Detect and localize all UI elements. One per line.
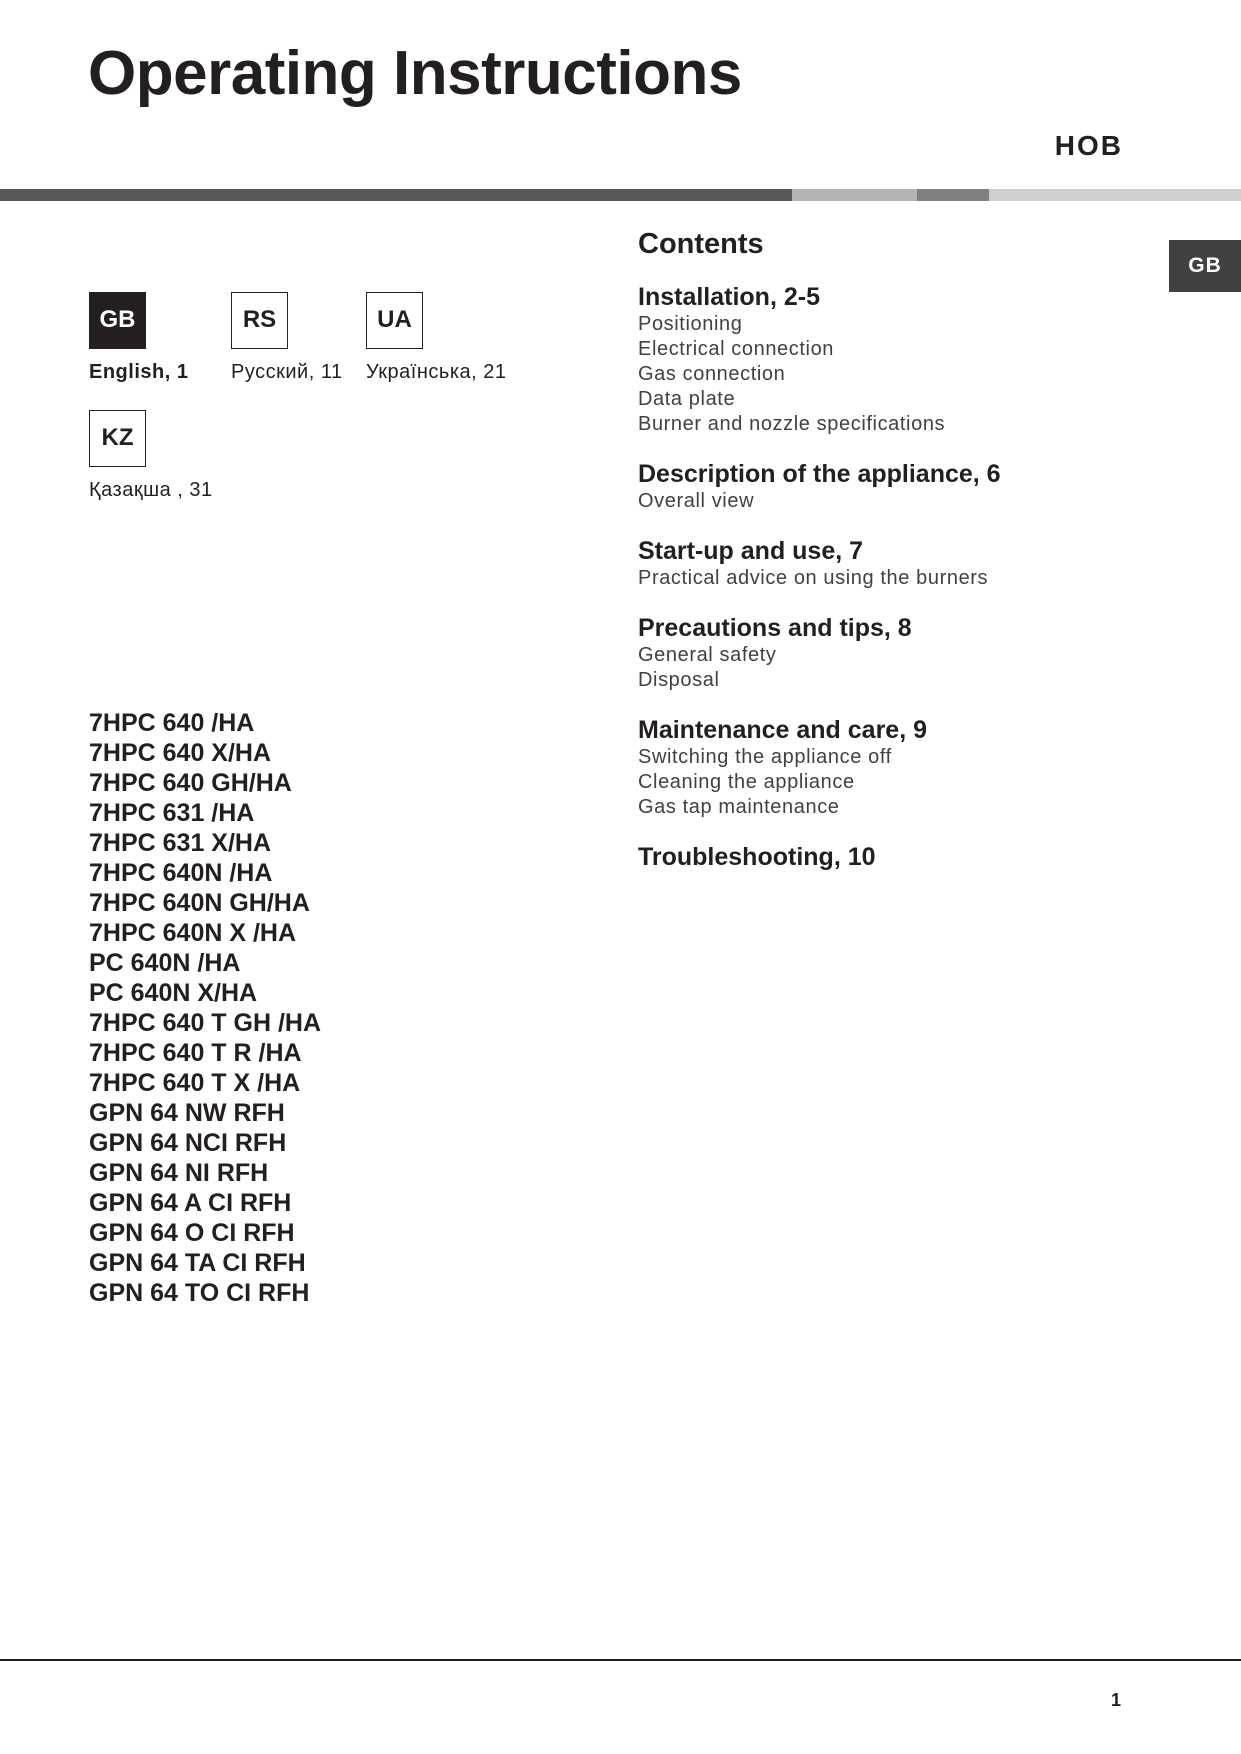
- model-item: 7HPC 640 T R /HA: [89, 1039, 302, 1067]
- language-entry-gb[interactable]: [89, 292, 188, 384]
- toc-item[interactable]: Data plate: [638, 388, 736, 410]
- language-code-box[interactable]: UA: [366, 292, 423, 349]
- toc-section-title[interactable]: Precautions and tips, 8: [638, 614, 912, 642]
- model-item: 7HPC 640 T GH /HA: [89, 1009, 322, 1037]
- header-color-bar: [0, 189, 1241, 201]
- model-item: 7HPC 631 X/HA: [89, 829, 272, 857]
- toc-item[interactable]: Cleaning the appliance: [638, 771, 855, 793]
- language-side-tab: GB: [1169, 240, 1241, 292]
- color-bar-segment: [989, 189, 1241, 201]
- model-item: 7HPC 640 /HA: [89, 709, 255, 737]
- model-item: 7HPC 640N X /HA: [89, 919, 297, 947]
- toc-item[interactable]: Practical advice on using the burners: [638, 567, 989, 589]
- language-label: English, 1: [89, 361, 189, 383]
- toc-section-title[interactable]: Maintenance and care, 9: [638, 716, 928, 744]
- model-item: 7HPC 631 /HA: [89, 799, 255, 827]
- model-item: 7HPC 640 GH/HA: [89, 769, 292, 797]
- model-item: 7HPC 640 T X /HA: [89, 1069, 301, 1097]
- model-list: [89, 708, 321, 1308]
- model-item: GPN 64 NCI RFH: [89, 1129, 287, 1157]
- toc-section-title[interactable]: Troubleshooting, 10: [638, 843, 876, 871]
- model-item: GPN 64 NW RFH: [89, 1099, 285, 1127]
- color-bar-segment: [792, 189, 917, 201]
- model-item: PC 640N X/HA: [89, 979, 258, 1007]
- product-type-label: HOB: [1054, 130, 1123, 161]
- language-label: Українська, 21: [366, 361, 507, 383]
- color-bar-segment: [0, 189, 792, 201]
- model-item: GPN 64 NI RFH: [89, 1159, 269, 1187]
- toc-item[interactable]: Switching the appliance off: [638, 746, 892, 768]
- toc-item[interactable]: Overall view: [638, 490, 755, 512]
- language-code-box[interactable]: RS: [231, 292, 288, 349]
- language-label: Қазақша , 31: [89, 479, 213, 501]
- toc-item[interactable]: Electrical connection: [638, 338, 835, 360]
- table-of-contents: [638, 226, 1158, 894]
- toc-item[interactable]: General safety: [638, 644, 777, 666]
- page-number: 1: [1111, 1690, 1122, 1710]
- language-code-box[interactable]: GB: [89, 292, 146, 349]
- language-label: Русский, 11: [231, 361, 343, 383]
- language-entry-ua[interactable]: [366, 292, 507, 384]
- model-item: GPN 64 O CI RFH: [89, 1219, 295, 1247]
- footer-divider: [0, 1659, 1241, 1661]
- toc-section-precautions: [638, 613, 1158, 693]
- toc-item[interactable]: Gas tap maintenance: [638, 796, 840, 818]
- language-entry-rs[interactable]: [231, 292, 343, 384]
- toc-item[interactable]: Positioning: [638, 313, 743, 335]
- language-code-box[interactable]: KZ: [89, 410, 146, 467]
- page-title: Operating Instructions: [88, 39, 742, 108]
- toc-section-startup: [638, 536, 1158, 591]
- toc-section-installation: [638, 282, 1158, 437]
- contents-heading: Contents: [638, 228, 764, 260]
- toc-section-troubleshooting: [638, 842, 1158, 872]
- toc-section-description: [638, 459, 1158, 514]
- model-item: GPN 64 A CI RFH: [89, 1189, 292, 1217]
- model-item: GPN 64 TA CI RFH: [89, 1249, 306, 1277]
- model-item: 7HPC 640 X/HA: [89, 739, 272, 767]
- model-item: GPN 64 TO CI RFH: [89, 1279, 310, 1307]
- language-entry-kz[interactable]: [89, 410, 213, 502]
- model-item: 7HPC 640N GH/HA: [89, 889, 310, 917]
- toc-item[interactable]: Gas connection: [638, 363, 786, 385]
- toc-section-title[interactable]: Description of the appliance, 6: [638, 460, 1001, 488]
- toc-section-title[interactable]: Installation, 2-5: [638, 283, 820, 311]
- model-item: PC 640N /HA: [89, 949, 241, 977]
- toc-item[interactable]: Burner and nozzle specifications: [638, 413, 946, 435]
- toc-section-maintenance: [638, 715, 1158, 820]
- color-bar-segment: [917, 189, 989, 201]
- toc-section-title[interactable]: Start-up and use, 7: [638, 537, 864, 565]
- model-item: 7HPC 640N /HA: [89, 859, 273, 887]
- toc-item[interactable]: Disposal: [638, 669, 720, 691]
